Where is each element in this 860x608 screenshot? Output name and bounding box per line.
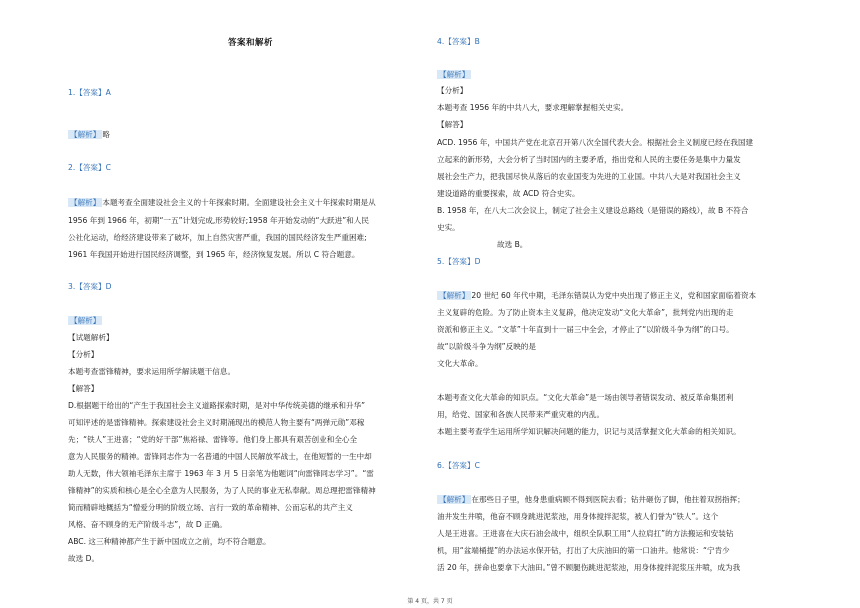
q4-answer: 4.【答案】B <box>437 37 480 46</box>
q4-sub-solution: 【解答】 <box>437 120 468 129</box>
q6-line-3: 机，用“盆端桶提”的办法运水保开钻，打出了大庆油田的第一口油井。他常说：“宁肯少 <box>437 546 730 555</box>
q6-jiexi-text: 在那些日子里，他身患重病顾不得到医院去看；钻井砸伤了脚，他拄着双拐指挥； <box>471 495 745 504</box>
q4-line-0: ACD. 1956 年，中国共产党在北京召开第八次全国代表大会。根据社会主义制度已经在我国建 <box>437 138 754 147</box>
q6-line-0 <box>437 495 745 505</box>
q3-jiexi-tag: 【解析】 <box>70 316 101 325</box>
q1-jiexi-text: 略 <box>102 130 110 139</box>
q2-line-1: 1956 年到 1966 年，初期“一五”计划完成,形势较好;1958 年开始发动的“大跃进”和人民 <box>68 216 369 225</box>
q3-line-1: 可知评述的是雷锋精神。探索建设社会主义时期涌现出的模范人物主要有“两弹元勋”邓稼 <box>68 418 365 427</box>
q4-line-1: 立起来的新形势，大会分析了当时国内的主要矛盾，指出党和人民的主要任务是集中力量发 <box>437 155 741 164</box>
q4-line-2: 展社会生产力，把我国尽快从落后的农业国变为先进的工业国。中共八大是对我国社会主义 <box>437 172 741 181</box>
q1-explanation <box>68 130 110 140</box>
q4-sub-analysis: 【分析】 <box>437 86 468 95</box>
q4-line-3: 建设道路的重要探索，故 ACD 符合史实。 <box>437 189 580 198</box>
q5-line-3: 故“以阶级斗争为纲”反映的是 <box>437 342 536 351</box>
q5-jiexi-tag: 【解析】 <box>439 291 470 300</box>
q1-answer: 1.【答案】A <box>68 88 111 97</box>
q2-jiexi-tag: 【解析】 <box>70 198 101 207</box>
q4-line-5: 史实。 <box>437 223 460 232</box>
q4-line-4: B. 1958 年，在八大二次会议上，制定了社会主义建设总路线（是错误的路线），故 B 不符合 <box>437 206 749 215</box>
q3-line-3: 意为人民服务的精神。雷锋同志作为一名普通的中国人民解放军战士，在他短暂的一生中却 <box>68 452 372 461</box>
q4-analysis: 本题考查 1956 年的中共八大，要求理解掌握相关史实。 <box>437 103 629 112</box>
q5-line-4: 文化大革命。 <box>437 359 483 368</box>
q4-jiexi-tag: 【解析】 <box>439 70 470 79</box>
q2-line-2: 公社化运动，给经济建设带来了破坏，加上自然灾害严重，我国的国民经济发生严重困难; <box>68 233 367 242</box>
q4-choose: 故选 B。 <box>497 240 528 249</box>
q2-line-0 <box>68 198 376 208</box>
q5-line-1: 主义复辟的危险。为了防止资本主义复辟，他决定发动“文化大革命”，批判党内出现的走 <box>437 308 734 317</box>
q3-answer: 3.【答案】D <box>68 282 112 291</box>
q3-line-0: D.根据题干给出的“产生于我国社会主义道路探索时期，是对中华传统美德的继承和升华” <box>68 401 366 410</box>
q5-summary-1: 用，给党、国家和各族人民带来严重灾难的内乱。 <box>437 410 605 419</box>
q3-line-7: 风格、奋不顾身的无产阶级斗志”，故 D 正确。 <box>68 520 227 529</box>
q3-analysis: 本题考查雷锋精神，要求运用所学解读题干信息。 <box>68 367 236 376</box>
q3-sub-analysis: 【分析】 <box>68 350 99 359</box>
q3-line-8: ABC. 这三种精神都产生于新中国成立之前，均不符合题意。 <box>68 537 271 546</box>
q3-line-4: 助人无数，伟大领袖毛泽东主席于 1963 年 3 月 5 日亲笔为他题词“向雷锋同志学习”。“雷 <box>68 469 374 478</box>
q5-line-0 <box>437 291 756 301</box>
q3-line-2: 先；“铁人”王进喜；“党的好干部”焦裕禄、雷锋等。他们身上都具有艰苦创业和全心全 <box>68 435 358 444</box>
q5-answer: 5.【答案】D <box>437 257 481 266</box>
page-footer: 第 4 页，共 7 页 <box>407 598 453 605</box>
q3-line-5: 锋精神”的实质和核心是全心全意为人民服务，为了人民的事业无私奉献。周总理把雷锋精神 <box>68 486 376 495</box>
page-title: 答案和解析 <box>228 38 274 48</box>
q6-jiexi-tag: 【解析】 <box>439 495 470 504</box>
q5-jiexi-text: 20 世纪 60 年代中期，毛泽东错误认为党中央出现了修正主义，党和国家面临着资本 <box>471 291 757 300</box>
q2-line-3: 1961 年我国开始进行国民经济调整，到 1965 年，经济恢复发展。所以 C 符合题意。 <box>68 250 360 259</box>
q5-summary-0: 本题考查文化大革命的知识点。“文化大革命”是一场由领导者错误发动、被反革命集团利 <box>437 393 734 402</box>
q2-answer: 2.【答案】C <box>68 163 111 172</box>
q6-line-2: 人是王进喜。王进喜在大庆石油会战中，组织全队职工用“人拉肩扛”的方法搬运和安装钻 <box>437 529 734 538</box>
q3-sub-solution: 【解答】 <box>68 384 99 393</box>
q6-line-4: 活 20 年，拼命也要拿下大油田。”曾不顾腿伤跳进泥浆池，用身体搅拌泥浆压井喷，成为我 <box>437 563 741 572</box>
q2-jiexi-text: 本题考查全面建设社会主义的十年探索时期。全面建设社会主义十年探索时期是从 <box>102 198 376 207</box>
q3-sub-trial: 【试题解析】 <box>68 333 114 342</box>
q6-line-1: 油井发生井喷，他奋不顾身跳进泥浆池，用身体搅拌泥浆，被人们誉为“铁人”。这个 <box>437 512 719 521</box>
q5-line-2: 资派和修正主义。“文革”十年直到十一届三中全会，才停止了“以阶级斗争为纲”的口号。 <box>437 325 734 334</box>
q1-jiexi-tag: 【解析】 <box>70 130 101 139</box>
q5-summary-2: 本题主要考查学生运用所学知识解决问题的能力，识记与灵活掌握文化大革命的相关知识。 <box>437 427 741 436</box>
q3-line-6: 简而精辟地概括为“憎爱分明的阶级立场、言行一致的革命精神、公而忘私的共产主义 <box>68 503 353 512</box>
q3-line-9: 故选 D。 <box>68 554 100 563</box>
q6-answer: 6.【答案】C <box>437 461 480 470</box>
